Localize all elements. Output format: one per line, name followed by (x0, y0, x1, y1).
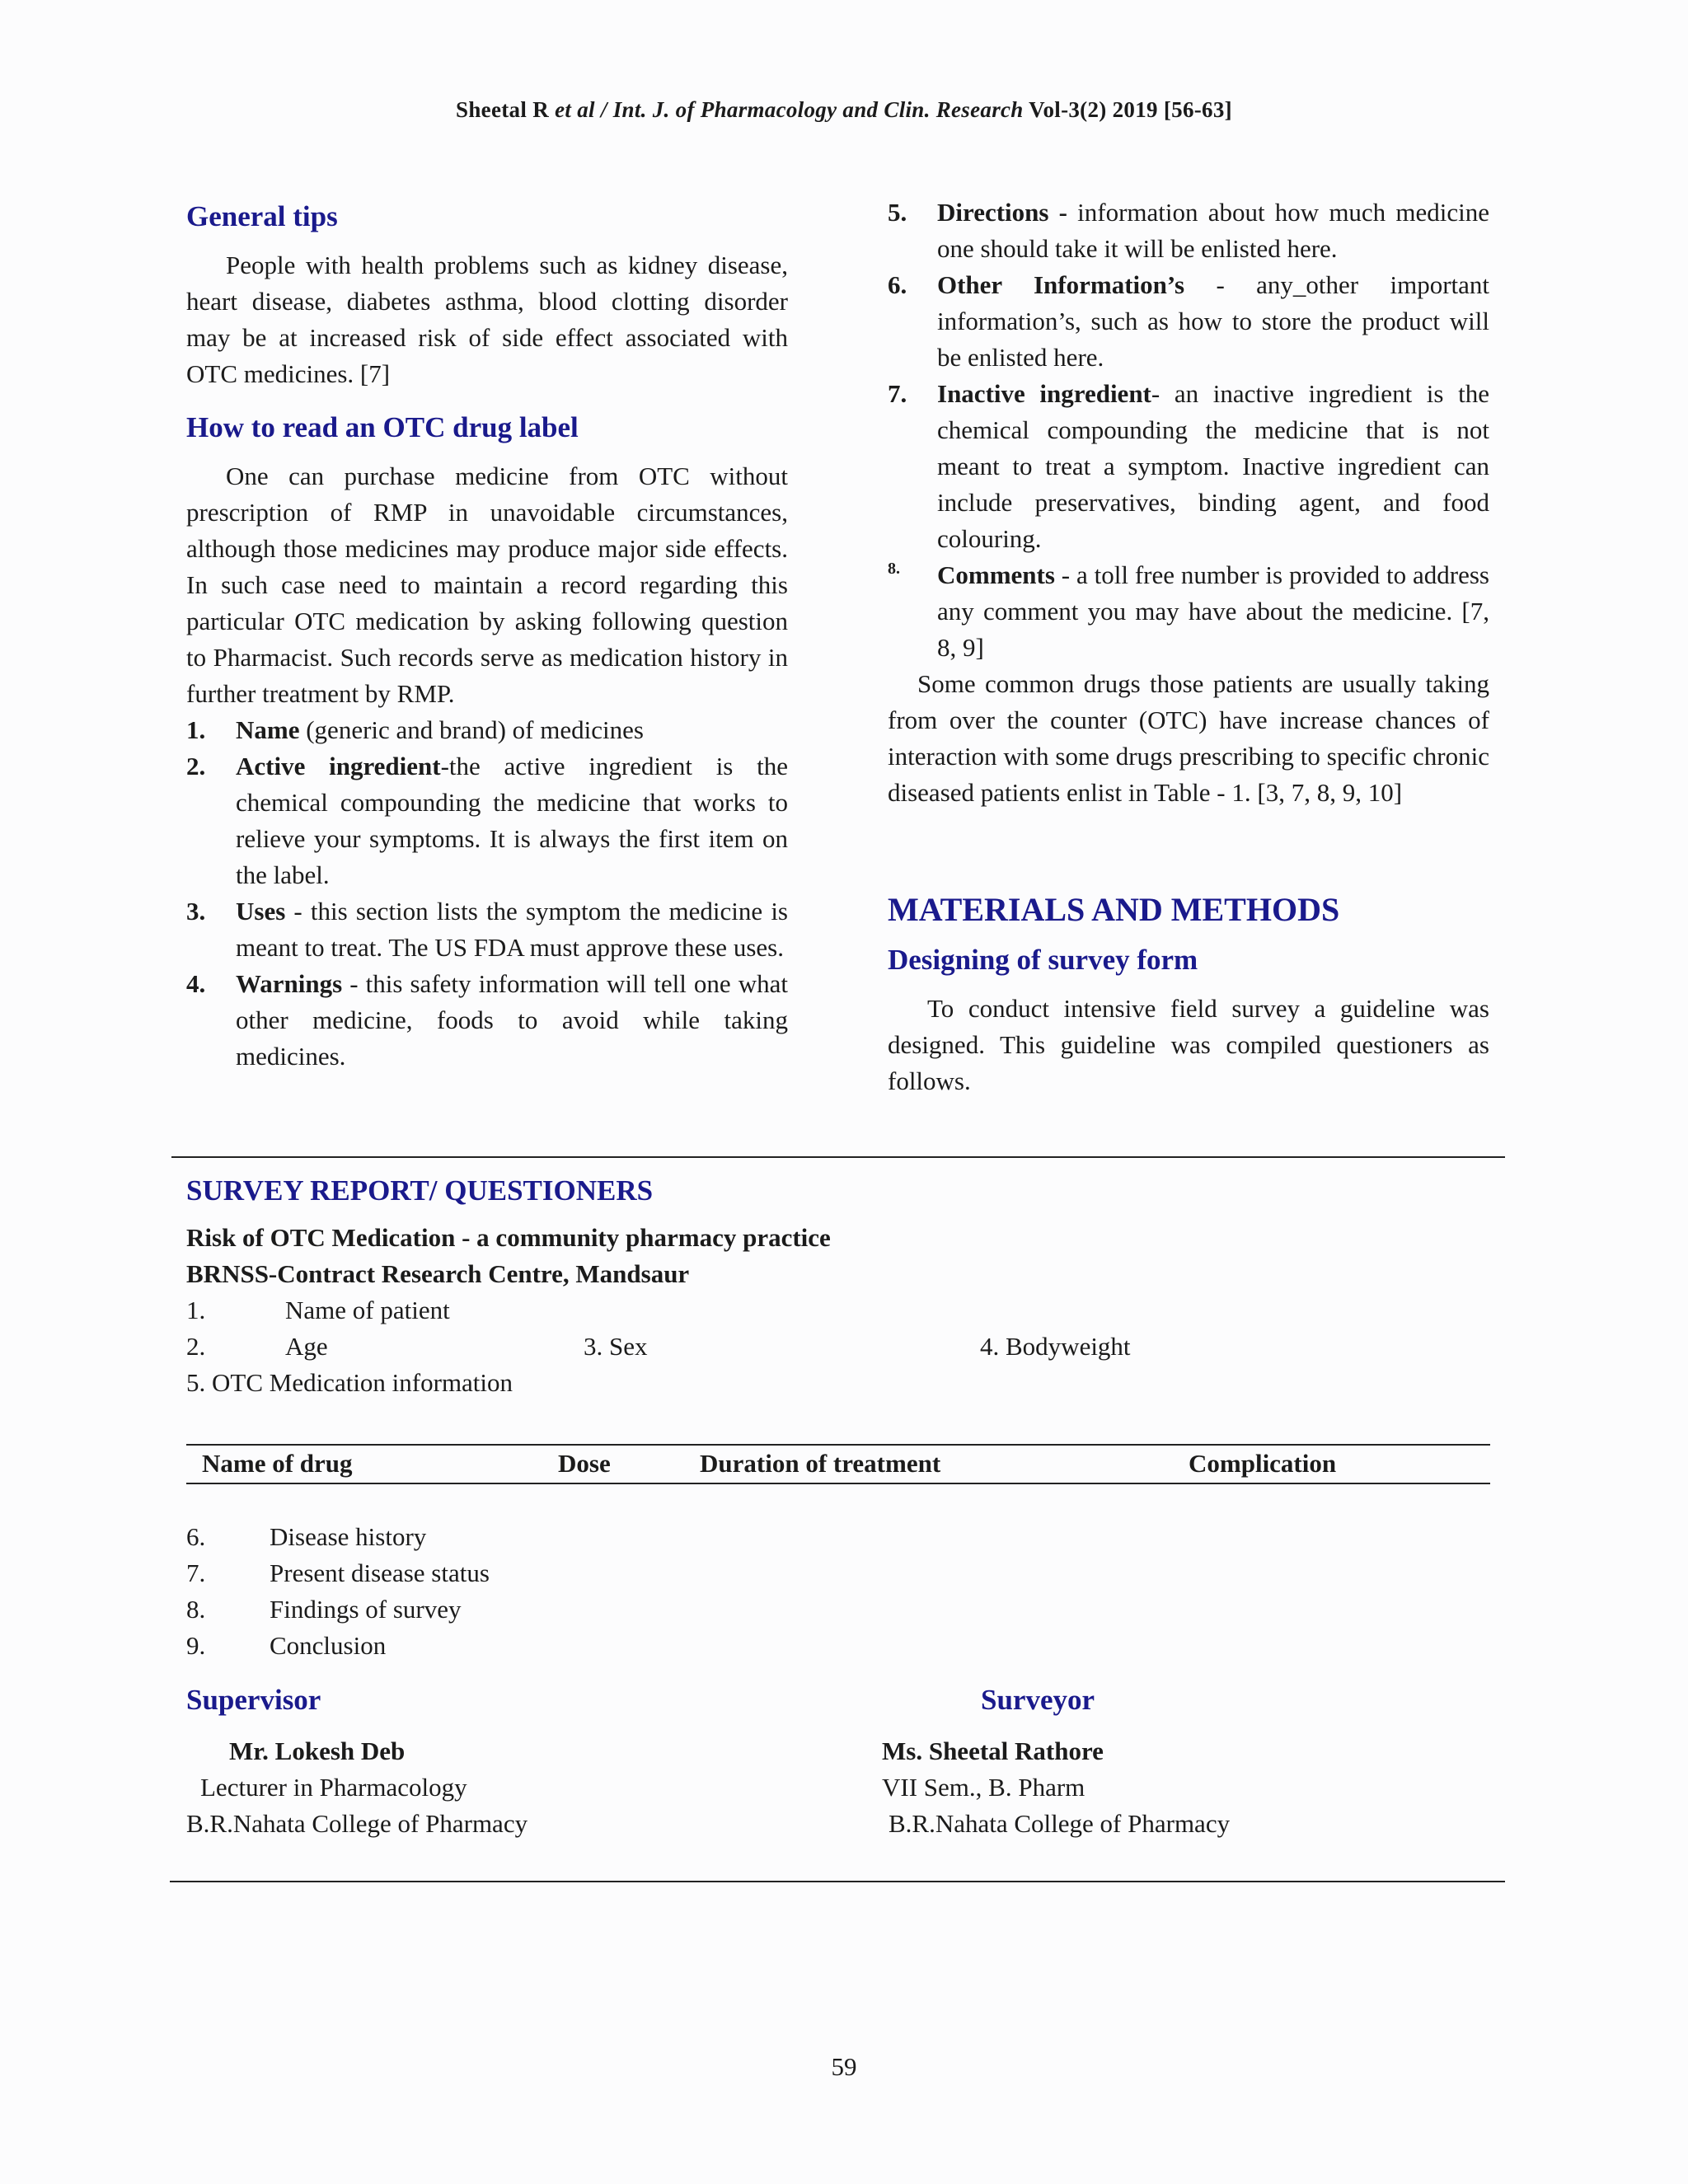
list-item (888, 267, 1489, 376)
common-drugs-text: Some common drugs those patients are usually taking from over the counter (OTC) have increase chances of interaction with some drugs prescribing to specific chronic diseased patients enlist in Table - 1. [3, 7, 8, 9, 10] (888, 669, 1489, 807)
item-number: 5. (888, 198, 907, 227)
supervisor-heading: Supervisor (186, 1684, 321, 1716)
item-number: 3. (186, 897, 206, 926)
surveyor-title: VII Sem., B. Pharm (882, 1773, 1085, 1802)
list-item (888, 557, 1489, 666)
item-number: 4. (186, 969, 206, 998)
list-item (186, 893, 788, 966)
item-number: 7. (186, 1558, 206, 1587)
item-text: - an inactive ingredient is the chemical compounding the medicine that is not meant to treat a symptom. Inactive ingredient can include preservatives, binding agent, and food colouring. (937, 379, 1489, 553)
question-number: 1. (186, 1296, 206, 1324)
designing-heading: Designing of survey form (888, 944, 1198, 976)
header-sep: / (594, 97, 613, 122)
item-number: 2. (186, 752, 206, 780)
general-tips-text: People with health problems such as kidney disease, heart disease, diabetes asthma, blood clotting disorder may be at increased risk of side effect associated with OTC medicines. [7] (186, 251, 788, 388)
table-header-name-of-drug: Name of drug (202, 1449, 353, 1478)
item-text: Findings of survey (270, 1595, 462, 1624)
list-item (186, 966, 788, 1075)
survey-question-row-1 (186, 1292, 1490, 1329)
question-bodyweight: 4. Bodyweight (980, 1332, 1131, 1361)
survey-question-row-5 (186, 1365, 1490, 1401)
list-item (186, 712, 788, 748)
section-divider-bottom (170, 1881, 1505, 1882)
item-text: information about how much medicine one should take it will be enlisted here. (937, 198, 1489, 263)
question-age: Age (285, 1332, 328, 1361)
table-header-duration: Duration of treatment (700, 1449, 941, 1478)
page-number: 59 (831, 2052, 857, 2081)
item-text: -the active ingredient is the chemical compounding the medicine that works to relieve your symptoms. It is always the first item on the label. (236, 752, 788, 889)
question-sex: 3. Sex (584, 1332, 648, 1361)
general-tips-heading: General tips (186, 200, 338, 232)
list-item (186, 1555, 928, 1591)
list-item (888, 376, 1489, 557)
item-text: - this safety information will tell one what other medicine, foods to avoid while taking medicines. (236, 969, 788, 1071)
question-name-of-patient: Name of patient (285, 1296, 450, 1324)
survey-title-2: BRNSS-Contract Research Centre, Mandsaur (186, 1259, 690, 1288)
question-otc-info: 5. OTC Medication information (186, 1368, 513, 1397)
item-term: Active ingredient (236, 752, 441, 780)
surveyor-college: B.R.Nahata College of Pharmacy (889, 1809, 1231, 1838)
list-item (186, 748, 788, 893)
designing-text: To conduct intensive field survey a guideline was designed. This guideline was compiled questioners as follows. (888, 994, 1489, 1095)
item-term: Inactive ingredient (937, 379, 1151, 408)
item-term: Directions - (937, 198, 1067, 227)
header-author: Sheetal R (456, 97, 549, 122)
label-items-list-left (186, 712, 788, 1075)
item-term: Comments (937, 560, 1055, 589)
supervisor-college: B.R.Nahata College of Pharmacy (186, 1809, 528, 1838)
surveyor-name: Ms. Sheetal Rathore (882, 1736, 1104, 1765)
item-text: - any_other important information’s, such as how to store the product will be enlisted here. (937, 270, 1490, 372)
item-term: Uses (236, 897, 286, 926)
item-text: - this section lists the symptom the medicine is meant to treat. The US FDA must approve these uses. (236, 897, 788, 962)
list-item (186, 1591, 928, 1628)
item-number: 9. (186, 1631, 206, 1660)
item-term: Name (236, 715, 300, 744)
item-text: Conclusion (270, 1631, 387, 1660)
survey-title-1: Risk of OTC Medication - a community pharmacy practice (186, 1223, 831, 1252)
section-divider-top (171, 1156, 1505, 1158)
header-journal: Int. J. of Pharmacology and Clin. Research (612, 97, 1024, 122)
list-item (888, 194, 1489, 267)
item-number: 6. (186, 1522, 206, 1551)
item-text: - a toll free number is provided to address any comment you may have about the medicine. [7, 8, 9] (937, 560, 1489, 662)
header-volume: Vol-3(2) 2019 [56-63] (1023, 97, 1232, 122)
left-column (186, 194, 788, 1075)
table-header-dose: Dose (558, 1449, 611, 1478)
question-number: 2. (186, 1332, 206, 1361)
item-number: 8. (186, 1595, 206, 1624)
item-number: 6. (888, 270, 907, 299)
list-item (186, 1628, 928, 1664)
right-column (888, 194, 1489, 1113)
survey-question-row-2 (186, 1329, 1490, 1365)
item-text: Present disease status (270, 1558, 490, 1587)
survey-later-items (186, 1519, 928, 1664)
item-term: Warnings (236, 969, 343, 998)
item-term: Other Information’s (937, 270, 1185, 299)
supervisor-name: Mr. Lokesh Deb (229, 1736, 406, 1765)
surveyor-heading: Surveyor (981, 1684, 1095, 1716)
running-header (0, 97, 1688, 123)
table-header-complication: Complication (1189, 1449, 1337, 1478)
item-number: 7. (888, 379, 907, 408)
item-text: (generic and brand) of medicines (299, 715, 644, 744)
materials-methods-heading: MATERIALS AND METHODS (888, 891, 1340, 928)
item-number: 8. (888, 560, 900, 578)
item-text: Disease history (270, 1522, 427, 1551)
item-number: 1. (186, 715, 206, 744)
table-rule-bottom (186, 1483, 1490, 1484)
read-label-heading: How to read an OTC drug label (186, 411, 579, 443)
supervisor-title: Lecturer in Pharmacology (200, 1773, 467, 1802)
survey-heading: SURVEY REPORT/ QUESTIONERS (186, 1174, 654, 1207)
list-item (186, 1519, 928, 1555)
survey-block (186, 1169, 1490, 1401)
read-label-text: One can purchase medicine from OTC without prescription of RMP in unavoidable circumstances, although those medicines may produce major side effects. In such case need to maintain a record regarding this particular OTC medication by asking following question to Pharmacist. Such records serve as medication history in further treatment by RMP. (186, 462, 788, 708)
label-items-list-right (888, 194, 1489, 666)
header-etal: et al (555, 97, 595, 122)
